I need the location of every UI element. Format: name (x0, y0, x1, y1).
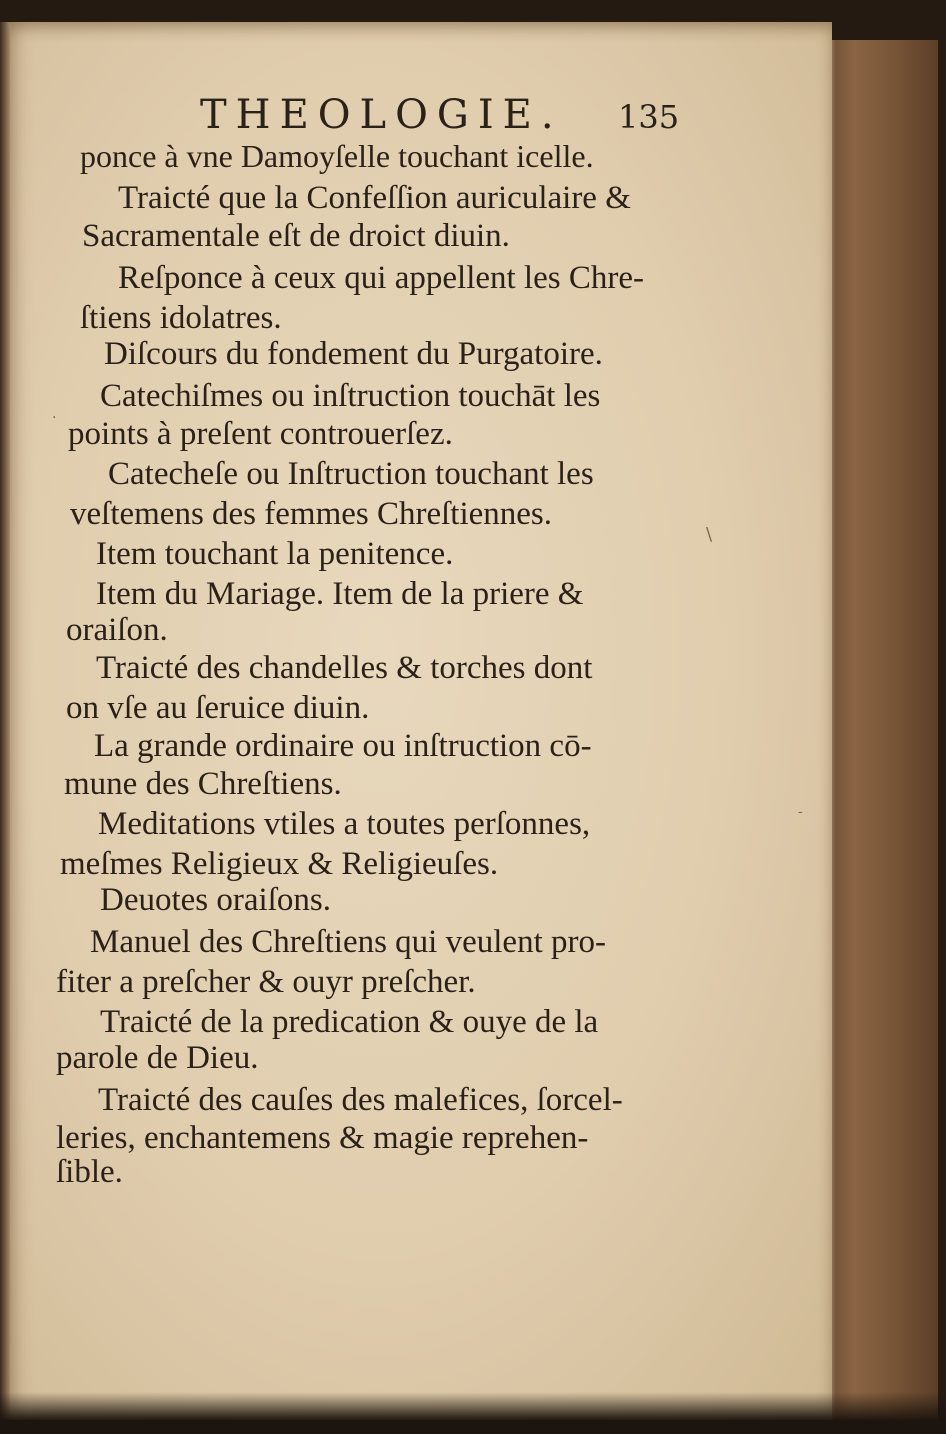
text-line: oraiſon. (66, 612, 168, 648)
text-line: ſtiens idolatres. (80, 300, 282, 336)
text-line: on vſe au ſeruice diuin. (66, 690, 370, 726)
text-line: Sacramentale eſt de droict diuin. (82, 218, 510, 254)
text-line: Deuotes oraiſons. (100, 882, 331, 918)
ink-speck: - (798, 804, 803, 820)
text-line: Reſponce à ceux qui appellent les Chre- (118, 260, 644, 296)
text-line: La grande ordinaire ou inſtruction cō- (94, 728, 592, 764)
text-line: mune des Chreſtiens. (64, 766, 342, 802)
text-line: Diſcours du fondement du Purgatoire. (104, 336, 603, 372)
text-line: Meditations vtiles a toutes perſonnes, (98, 806, 591, 842)
text-line: ponce à vne Damoyſelle touchant icelle. (80, 138, 594, 174)
page-number: 135 (618, 98, 680, 136)
text-line: leries, enchantemens & magie reprehen- (56, 1120, 589, 1156)
binding-gutter (0, 22, 10, 1420)
text-line: Catecheſe ou Inſtruction touchant les (108, 456, 594, 492)
text-line: veſtemens des femmes Chreſtiennes. (70, 496, 553, 532)
ink-speck: · (52, 410, 57, 426)
text-line: Catechiſmes ou inſtruction touchāt les (100, 378, 601, 414)
text-line: Traicté que la Confeſſion auriculaire & (118, 180, 631, 216)
text-line: Item du Mariage. Item de la priere & (96, 576, 584, 612)
ink-stroke: \ (706, 524, 713, 545)
text-line: meſmes Religieux & Religieuſes. (60, 846, 499, 882)
page-edge (826, 40, 938, 1420)
text-line: Item touchant la penitence. (96, 536, 454, 572)
text-line: Traicté des cauſes des malefices, ſorcel- (98, 1082, 623, 1118)
text-line: Manuel des Chreſtiens qui veulent pro- (90, 924, 606, 960)
text-line: parole de Dieu. (56, 1040, 259, 1076)
text-line: Traicté de la predication & ouye de la (100, 1004, 599, 1040)
bottom-shadow (0, 1392, 946, 1434)
text-line: ſible. (56, 1154, 123, 1190)
running-head: THEOLOGIE. (200, 92, 563, 138)
text-line: Traicté des chandelles & torches dont (96, 650, 593, 686)
text-line: fiter a preſcher & ouyr preſcher. (56, 964, 476, 1000)
text-line: points à preſent controuerſez. (68, 416, 453, 452)
